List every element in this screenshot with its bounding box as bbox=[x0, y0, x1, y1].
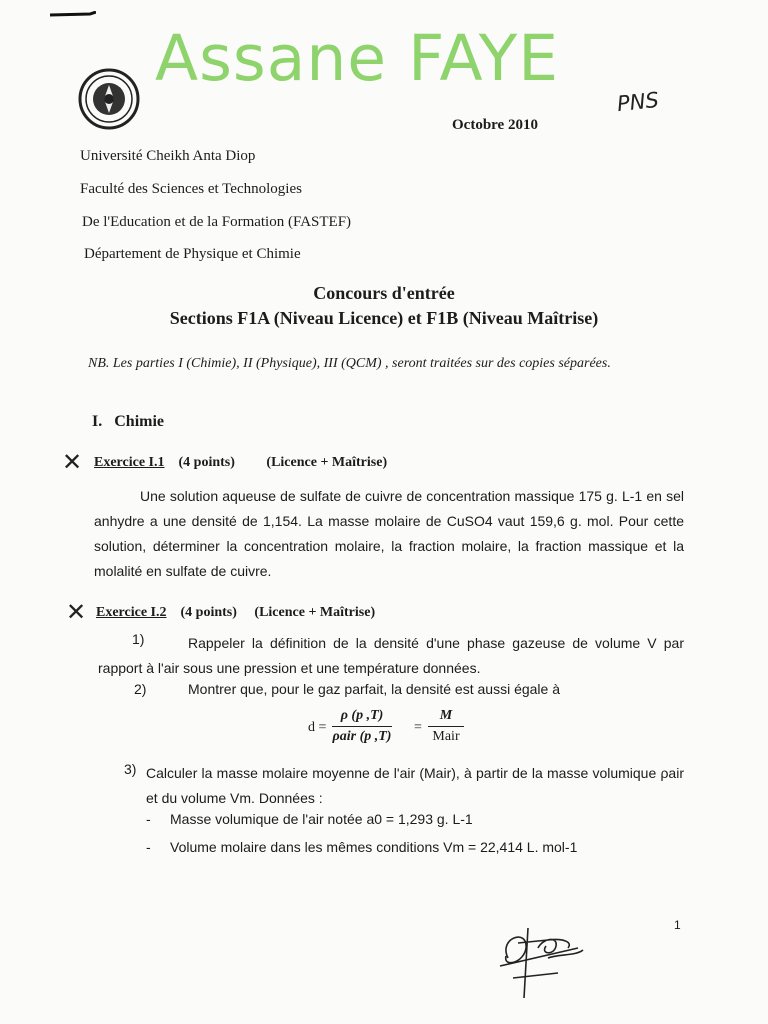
cross-mark-icon: ✕ bbox=[66, 598, 87, 626]
exercise-label: Exercice I.1 bbox=[94, 455, 165, 470]
pen-mark bbox=[50, 6, 96, 12]
question-text: Rappeler la définition de la densité d'une phase gazeuse de volume V par rapport à l'air sous une pression et une température données. bbox=[98, 635, 684, 676]
formula-denominator: ρair (p ,T) bbox=[332, 729, 392, 744]
exercise-points: (4 points) bbox=[178, 455, 235, 470]
formula-fraction-1 bbox=[332, 708, 392, 745]
exam-date: Octobre 2010 bbox=[452, 117, 538, 133]
data-item: Volume molaire dans les mêmes conditions Vm = 22,414 L. mol-1 bbox=[170, 839, 578, 855]
formula-denominator: Mair bbox=[432, 729, 460, 744]
institution-line: Université Cheikh Anta Diop bbox=[80, 148, 256, 164]
exercise-header bbox=[96, 605, 375, 621]
exercise-level: (Licence + Maîtrise) bbox=[266, 455, 388, 470]
university-seal-logo bbox=[78, 68, 140, 135]
institution-line: Faculté des Sciences et Technologies bbox=[80, 181, 302, 197]
formula-equals: = bbox=[414, 720, 422, 735]
data-item: Masse volumique de l'air notée a0 = 1,293 g. L-1 bbox=[170, 811, 473, 827]
section-heading bbox=[92, 413, 164, 431]
question-number: 2) bbox=[134, 681, 147, 697]
question-text: Calculer la masse molaire moyenne de l'air (Mair), à partir de la masse volumique ρair et du volume Vm. Données : bbox=[146, 765, 684, 806]
institution-line: Département de Physique et Chimie bbox=[84, 246, 301, 262]
formula-numerator: ρ (p ,T) bbox=[340, 708, 384, 723]
handwritten-signature bbox=[488, 918, 588, 1007]
list-bullet: - bbox=[146, 811, 151, 827]
exam-subtitle: Sections F1A (Niveau Licence) et F1B (Niveau Maîtrise) bbox=[169, 308, 599, 328]
formula-fraction-2 bbox=[428, 708, 464, 745]
exercise-level: (Licence + Maîtrise) bbox=[254, 605, 376, 620]
exercise-header bbox=[94, 455, 387, 471]
list-bullet: - bbox=[146, 839, 151, 855]
watermark: Assane FAYE bbox=[155, 22, 560, 95]
question-number: 3) bbox=[124, 761, 137, 777]
section-number: I. bbox=[92, 413, 103, 430]
question-text: Montrer que, pour le gaz parfait, la densité est aussi égale à bbox=[188, 681, 560, 697]
exam-title: Concours d'entrée bbox=[313, 283, 455, 303]
exercise-label: Exercice I.2 bbox=[96, 605, 167, 620]
institution-line: De l'Education et de la Formation (FASTEF) bbox=[82, 214, 352, 230]
handwritten-note: PNS bbox=[615, 87, 660, 117]
formula-numerator: M bbox=[439, 708, 453, 723]
question-number: 1) bbox=[132, 631, 145, 647]
section-name: Chimie bbox=[114, 413, 165, 430]
cross-mark-icon: ✕ bbox=[62, 448, 83, 476]
nb-instruction: NB. Les parties I (Chimie), II (Physique), III (QCM) , seront traitées sur des copies séparées. bbox=[88, 356, 611, 371]
page-number: 1 bbox=[674, 918, 681, 932]
exercise-points: (4 points) bbox=[180, 605, 237, 620]
exercise-text: Une solution aqueuse de sulfate de cuivre de concentration massique 175 g. L-1 en sel anhydre a une densité de 1,154. La masse molaire de CuSO4 vaut 159,6 g. mol. Pour cette solution, déterminer la concentration molaire, la fraction molaire, la fraction massique et la molalité en sulfate de cuivre. bbox=[94, 488, 684, 579]
formula-lhs: d = bbox=[308, 720, 327, 735]
